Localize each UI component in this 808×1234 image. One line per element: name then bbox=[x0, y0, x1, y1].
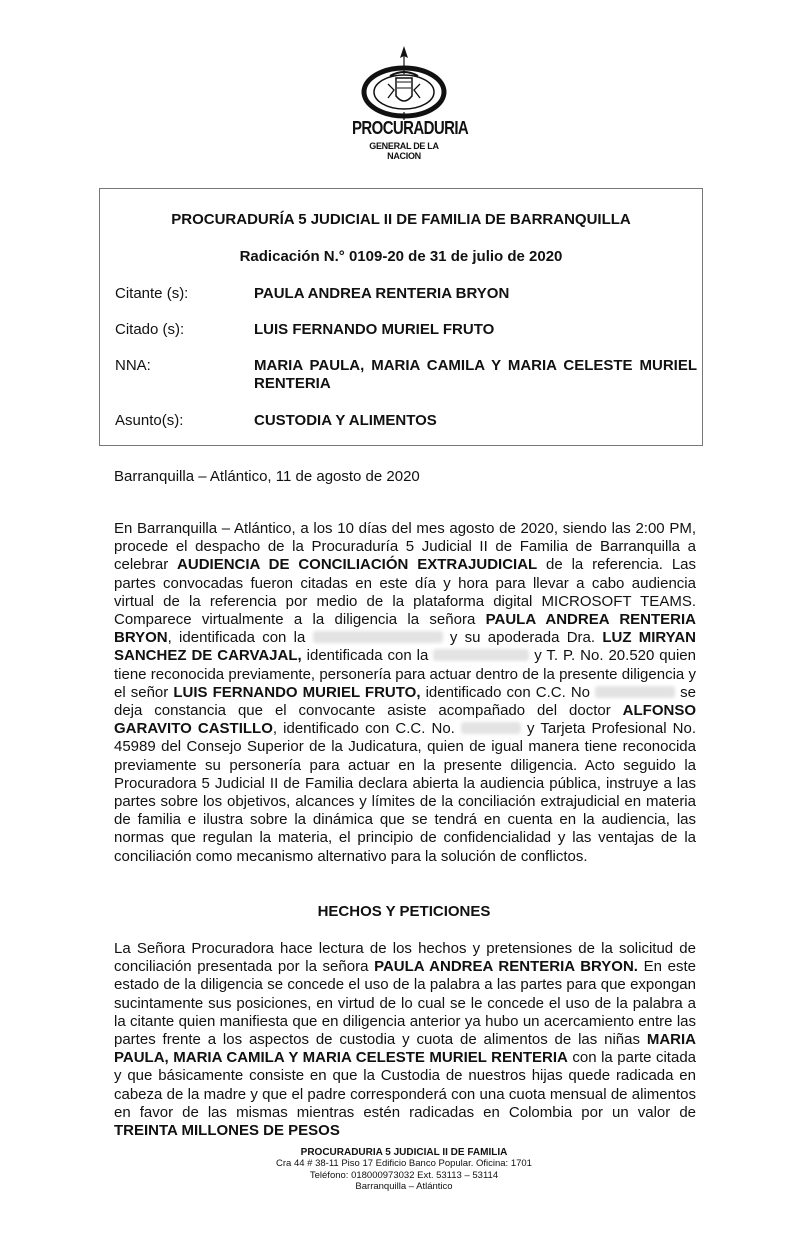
procuraduria-seal-logo bbox=[356, 44, 452, 156]
p1-text-3: , identificada con la bbox=[167, 629, 313, 647]
p2-text-2: En este estado de la diligencia se concede el uso de la palabra a las partes para que expongan sucintamente sus posiciones, en virtud de lo cual se le concede el uso de la palabra a la citante quien manifiesta que en diligencia anterior ya hubo un acercamiento entre las partes frente a los aspectos de custodia y cuota de alimentos de las niñas bbox=[114, 958, 696, 1049]
office-title: PROCURADURÍA 5 JUDICIAL II DE FAMILIA DE BARRANQUILLA bbox=[171, 211, 631, 228]
redacted-id-4 bbox=[461, 722, 521, 734]
p1-bold-citado: LUIS FERNANDO MURIEL FRUTO, bbox=[173, 683, 421, 701]
nna-value: MARIA PAULA, MARIA CAMILA Y MARIA CELESTE MURIEL RENTERIA bbox=[254, 357, 697, 392]
document-dateline: Barranquilla – Atlántico, 11 de agosto de 2020 bbox=[114, 468, 420, 485]
p1-bold-apoderada: LUZ MIRYAN SANCHEZ DE CARVAJAL, bbox=[114, 629, 696, 665]
p2-bold-citante: PAULA ANDREA RENTERIA BRYON. bbox=[374, 958, 638, 976]
citado-label: Citado (s): bbox=[115, 321, 185, 338]
p1-text-9: , identificado con C.C. No. bbox=[272, 720, 461, 738]
radicacion-line: Radicación N.° 0109-20 de 31 de julio de 2020 bbox=[239, 248, 563, 265]
asunto-value: CUSTODIA Y ALIMENTOS bbox=[254, 412, 437, 429]
p2-text-1: La Señora Procuradora hace lectura de los hechos y pretensiones de la solicitud de conciliación presentada por la señora bbox=[114, 940, 696, 976]
asunto-label: Asunto(s): bbox=[115, 412, 184, 429]
p1-text-5: identificada con la bbox=[301, 647, 434, 665]
section-title-hechos: HECHOS Y PETICIONES bbox=[317, 903, 491, 920]
citante-value: PAULA ANDREA RENTERIA BRYON bbox=[254, 285, 510, 302]
footer-city: Barranquilla – Atlántico bbox=[355, 1181, 453, 1193]
citante-label: Citante (s): bbox=[115, 285, 189, 302]
p1-text-10: y Tarjeta Profesional No. 45989 del Consejo Superior de la Judicatura, quien de igual manera tiene reconocida previamente su personería para actuar en la presente diligencia. Acto seguido la Procuradora 5 Judicial II de Familia declara abierta la audiencia pública, instruye a las partes sobre los objetivos, alcances y límites de la conciliación extrajudicial en materia de familia e ilustra sobre la dinámica que se tendrá en cuenta en la audiencia, las normas que regulan la materia, el principio de confidencialidad y las ventajas de la conciliación como mecanismo alternativo para la solución de conflictos. bbox=[114, 720, 696, 865]
nna-label: NNA: bbox=[115, 357, 151, 374]
p2-bold-nna: MARIA PAULA, MARIA CAMILA Y MARIA CELESTE MURIEL RENTERIA bbox=[114, 1031, 696, 1067]
p1-bold-citante: PAULA ANDREA RENTERIA BRYON bbox=[114, 611, 696, 647]
p1-text-2: de la referencia. Las partes convocadas fueron citadas en este día y hora para llevar a cabo audiencia virtual de la referencia por medio de la plataforma digital MICROSOFT TEAMS. Comparece virtualmente a la diligencia la señora bbox=[114, 556, 696, 629]
page-footer bbox=[0, 1147, 808, 1193]
case-header-box bbox=[99, 188, 703, 446]
redacted-id-1 bbox=[313, 631, 443, 643]
footer-address: Cra 44 # 38-11 Piso 17 Edificio Banco Popular. Oficina: 1701 bbox=[276, 1158, 532, 1170]
redacted-id-2 bbox=[433, 649, 529, 661]
p1-text-1: En Barranquilla – Atlántico, a los 10 días del mes agosto de 2020, siendo las 2:00 PM, procede el despacho de la Procuraduría 5 Judicial II de Familia de Barranquilla a celebrar bbox=[114, 520, 696, 574]
p1-bold-audiencia: AUDIENCIA DE CONCILIACIÓN EXTRAJUDICIAL bbox=[177, 556, 538, 574]
p1-text-6: y T. P. No. 20.520 quien tiene reconocida previamente, personería para actuar dentro de la presente diligencia y el señor bbox=[114, 647, 696, 701]
p2-text-3: con la parte citada y que básicamente consiste en que la Custodia de nuestros hijas quede radicada en cabeza de la madre y que el padre corresponderá con una cuota mensual de alimentos en favor de las mismas mientras estén radicadas en Colombia por un valor de bbox=[114, 1049, 697, 1121]
footer-title: PROCURADURIA 5 JUDICIAL II DE FAMILIA bbox=[300, 1147, 508, 1158]
logo-wordmark-line1: PROCURADURIA bbox=[352, 117, 469, 140]
footer-phone: Teléfono: 018000973032 Ext. 53113 – 53114 bbox=[309, 1169, 499, 1181]
paragraph-hechos bbox=[114, 940, 696, 1140]
redacted-id-3 bbox=[595, 686, 675, 698]
paragraph-audiencia bbox=[114, 520, 696, 866]
logo-wordmark-line2: GENERAL DE LA NACION bbox=[369, 141, 439, 161]
p1-text-8: se deja constancia que el convocante asiste acompañado del doctor bbox=[114, 683, 697, 720]
p2-bold-valor: TREINTA MILLONES DE PESOS bbox=[114, 1122, 340, 1140]
citado-value: LUIS FERNANDO MURIEL FRUTO bbox=[254, 321, 495, 338]
p1-text-4: y su apoderada Dra. bbox=[442, 629, 603, 647]
p1-text-7: identificado con C.C. No bbox=[420, 683, 596, 701]
p1-bold-doctor: ALFONSO GARAVITO CASTILLO bbox=[114, 702, 696, 738]
